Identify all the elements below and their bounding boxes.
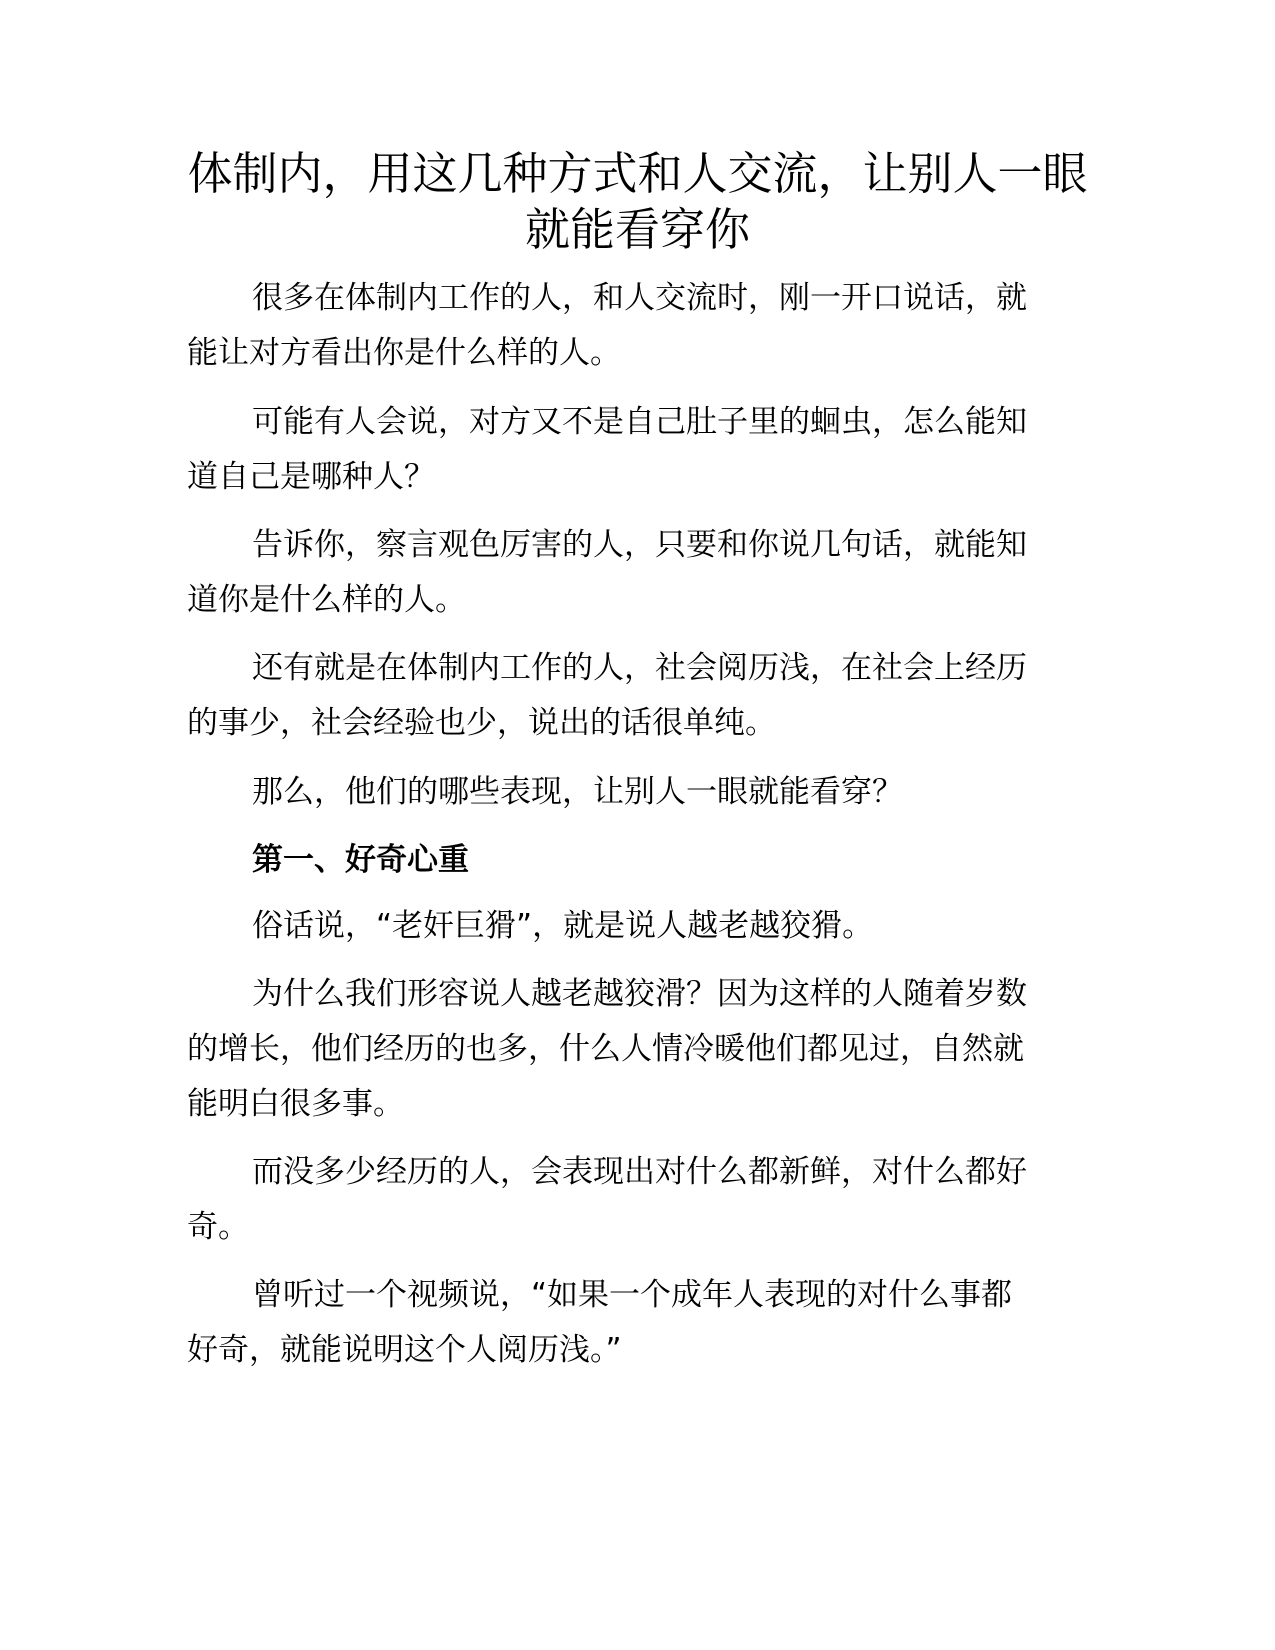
paragraph-4-line-2: 的事少，社会经验也少，说出的话很单纯。 [187, 705, 776, 741]
document-title-line-2: 就能看穿你 [524, 203, 750, 256]
paragraph-1-line-2: 能让对方看出你是什么样的人。 [187, 335, 621, 371]
paragraph-9-line-2: 奇。 [187, 1209, 249, 1245]
paragraph-4-line-1: 还有就是在体制内工作的人，社会阅历浅，在社会上经历 [252, 650, 1027, 686]
paragraph-2-line-2: 道自己是哪种人？ [187, 459, 435, 495]
paragraph-7-line-1: 俗话说，“老奸巨猾”，就是说人越老越狡猾。 [252, 908, 874, 944]
paragraph-8-line-3: 能明白很多事。 [187, 1086, 404, 1122]
paragraph-5-line-1: 那么，他们的哪些表现，让别人一眼就能看穿？ [252, 774, 903, 810]
section-heading: 第一、好奇心重 [252, 842, 469, 878]
paragraph-3-line-1: 告诉你，察言观色厉害的人，只要和你说几句话，就能知 [252, 527, 1027, 563]
document-title-line-1: 体制内，用这几种方式和人交流，让别人一眼 [187, 147, 1088, 200]
paragraph-3-line-2: 道你是什么样的人。 [187, 582, 466, 618]
paragraph-8-line-1: 为什么我们形容说人越老越狡滑？因为这样的人随着岁数 [252, 976, 1027, 1012]
paragraph-2-line-1: 可能有人会说，对方又不是自己肚子里的蛔虫，怎么能知 [252, 404, 1027, 440]
paragraph-8-line-2: 的增长，他们经历的也多，什么人情冷暖他们都见过，自然就 [187, 1031, 1024, 1067]
paragraph-1-line-1: 很多在体制内工作的人，和人交流时，刚一开口说话，就 [252, 280, 1027, 316]
paragraph-9-line-1: 而没多少经历的人，会表现出对什么都新鲜，对什么都好 [252, 1154, 1027, 1190]
paragraph-10-line-1: 曾听过一个视频说，“如果一个成年人表现的对什么事都 [252, 1277, 1013, 1313]
paragraph-10-line-2: 好奇，就能说明这个人阅历浅。” [187, 1332, 622, 1368]
